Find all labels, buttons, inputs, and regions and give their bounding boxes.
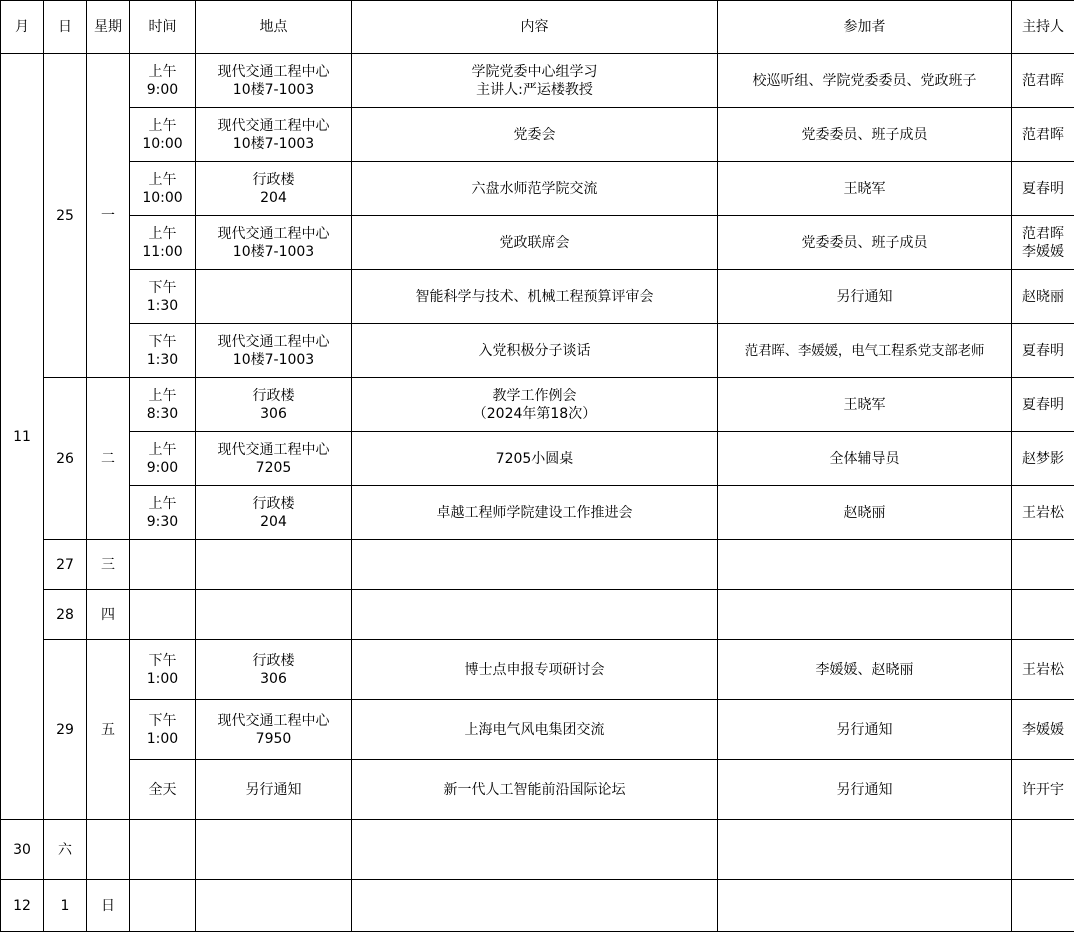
host-cell	[1012, 880, 1074, 932]
place-cell	[196, 540, 352, 590]
header-row	[1, 1, 1074, 54]
time-cell: 上午 9:00	[130, 54, 196, 108]
attendees-cell: 赵晓丽	[718, 486, 1012, 540]
place-cell: 行政楼 306	[196, 378, 352, 432]
time-cell: 上午 8:30	[130, 378, 196, 432]
host-cell: 李媛媛	[1012, 700, 1074, 760]
place-cell: 现代交通工程中心 7205	[196, 432, 352, 486]
place-cell: 现代交通工程中心 10楼7-1003	[196, 54, 352, 108]
header-place: 地点	[196, 1, 352, 54]
header-time: 时间	[130, 1, 196, 54]
day-cell: 25	[44, 54, 87, 378]
attendees-cell: 王晓军	[718, 162, 1012, 216]
time-cell: 下午 1:30	[130, 270, 196, 324]
time-cell: 下午 1:00	[130, 700, 196, 760]
attendees-cell: 另行通知	[718, 760, 1012, 820]
header-day: 日	[44, 1, 87, 54]
time-cell: 上午 10:00	[130, 108, 196, 162]
attendees-cell: 党委委员、班子成员	[718, 216, 1012, 270]
table-row	[1, 486, 1074, 540]
day-cell: 26	[44, 378, 87, 540]
host-cell	[718, 820, 1012, 880]
table-row	[1, 378, 1074, 432]
attendees-cell	[718, 590, 1012, 640]
host-cell	[1012, 540, 1074, 590]
month-cell: 11	[1, 54, 44, 820]
host-cell: 赵晓丽	[1012, 270, 1074, 324]
table-row	[1, 820, 1074, 880]
attendees-cell	[352, 820, 718, 880]
attendees-cell: 全体辅导员	[718, 432, 1012, 486]
content-cell: 7205小圆桌	[352, 432, 718, 486]
weekday-cell: 日	[87, 880, 130, 932]
table-row	[1, 324, 1074, 378]
time-cell: 上午 9:00	[130, 432, 196, 486]
place-cell: 现代交通工程中心 7950	[196, 700, 352, 760]
time-cell	[130, 880, 196, 932]
time-cell: 下午 1:30	[130, 324, 196, 378]
weekday-cell: 四	[87, 590, 130, 640]
attendees-cell: 另行通知	[718, 270, 1012, 324]
host-cell: 王岩松	[1012, 486, 1074, 540]
table-row	[1, 590, 1074, 640]
place-cell: 现代交通工程中心 10楼7-1003	[196, 216, 352, 270]
place-cell: 另行通知	[196, 760, 352, 820]
time-cell	[130, 540, 196, 590]
table-row	[1, 540, 1074, 590]
header-month: 月	[1, 1, 44, 54]
place-cell	[196, 880, 352, 932]
attendees-cell: 校巡听组、学院党委委员、党政班子	[718, 54, 1012, 108]
host-cell: 夏春明	[1012, 324, 1074, 378]
table-row	[1, 700, 1074, 760]
host-cell: 许开宇	[1012, 760, 1074, 820]
attendees-cell	[718, 880, 1012, 932]
day-cell: 28	[44, 590, 87, 640]
content-cell: 教学工作例会 （2024年第18次）	[352, 378, 718, 432]
content-cell: 上海电气风电集团交流	[352, 700, 718, 760]
content-cell: 入党积极分子谈话	[352, 324, 718, 378]
content-cell: 学院党委中心组学习 主讲人:严运楼教授	[352, 54, 718, 108]
place-cell: 行政楼 306	[196, 640, 352, 700]
content-cell	[352, 880, 718, 932]
attendees-cell: 王晓军	[718, 378, 1012, 432]
content-cell: 六盘水师范学院交流	[352, 162, 718, 216]
content-cell: 卓越工程师学院建设工作推进会	[352, 486, 718, 540]
host-cell: 范君晖	[1012, 54, 1074, 108]
table-row	[1, 270, 1074, 324]
content-cell	[352, 540, 718, 590]
table-row	[1, 760, 1074, 820]
weekday-cell: 五	[87, 640, 130, 820]
weekday-cell: 三	[87, 540, 130, 590]
time-cell: 上午 11:00	[130, 216, 196, 270]
time-cell: 上午 9:30	[130, 486, 196, 540]
time-cell: 上午 10:00	[130, 162, 196, 216]
time-cell: 全天	[130, 760, 196, 820]
content-cell: 智能科学与技术、机械工程预算评审会	[352, 270, 718, 324]
time-cell	[87, 820, 130, 880]
time-cell: 下午 1:00	[130, 640, 196, 700]
header-host: 主持人	[1012, 1, 1074, 54]
attendees-cell: 范君晖、李媛媛，电气工程系党支部老师	[718, 324, 1012, 378]
place-cell	[130, 820, 196, 880]
table-row	[1, 216, 1074, 270]
month-cell: 12	[1, 880, 44, 932]
content-cell: 新一代人工智能前沿国际论坛	[352, 760, 718, 820]
host-cell: 范君晖	[1012, 108, 1074, 162]
header-attendees: 参加者	[718, 1, 1012, 54]
attendees-cell: 另行通知	[718, 700, 1012, 760]
place-cell	[196, 270, 352, 324]
day-cell: 30	[1, 820, 44, 880]
weekday-cell: 二	[87, 378, 130, 540]
host-cell: 夏春明	[1012, 162, 1074, 216]
host-cell: 夏春明	[1012, 378, 1074, 432]
host-cell: 赵梦影	[1012, 432, 1074, 486]
place-cell	[196, 590, 352, 640]
place-cell: 行政楼 204	[196, 162, 352, 216]
attendees-cell	[718, 540, 1012, 590]
day-cell: 1	[44, 880, 87, 932]
content-cell	[196, 820, 352, 880]
content-cell: 党政联席会	[352, 216, 718, 270]
header-content: 内容	[352, 1, 718, 54]
host-cell: 王岩松	[1012, 640, 1074, 700]
attendees-cell: 党委委员、班子成员	[718, 108, 1012, 162]
table-row	[1, 162, 1074, 216]
weekday-cell: 六	[44, 820, 87, 880]
weekday-cell: 一	[87, 54, 130, 378]
table-row	[1, 108, 1074, 162]
host-cell: 范君晖 李媛媛	[1012, 216, 1074, 270]
attendees-cell: 李媛媛、赵晓丽	[718, 640, 1012, 700]
host-cell	[1012, 590, 1074, 640]
header-weekday: 星期	[87, 1, 130, 54]
day-cell: 27	[44, 540, 87, 590]
time-cell	[130, 590, 196, 640]
table-row	[1, 54, 1074, 108]
day-cell: 29	[44, 640, 87, 820]
content-cell	[352, 590, 718, 640]
place-cell: 行政楼 204	[196, 486, 352, 540]
place-cell: 现代交通工程中心 10楼7-1003	[196, 324, 352, 378]
content-cell: 党委会	[352, 108, 718, 162]
place-cell: 现代交通工程中心 10楼7-1003	[196, 108, 352, 162]
table-row	[1, 432, 1074, 486]
content-cell: 博士点申报专项研讨会	[352, 640, 718, 700]
table-row	[1, 880, 1074, 932]
table-row	[1, 640, 1074, 700]
